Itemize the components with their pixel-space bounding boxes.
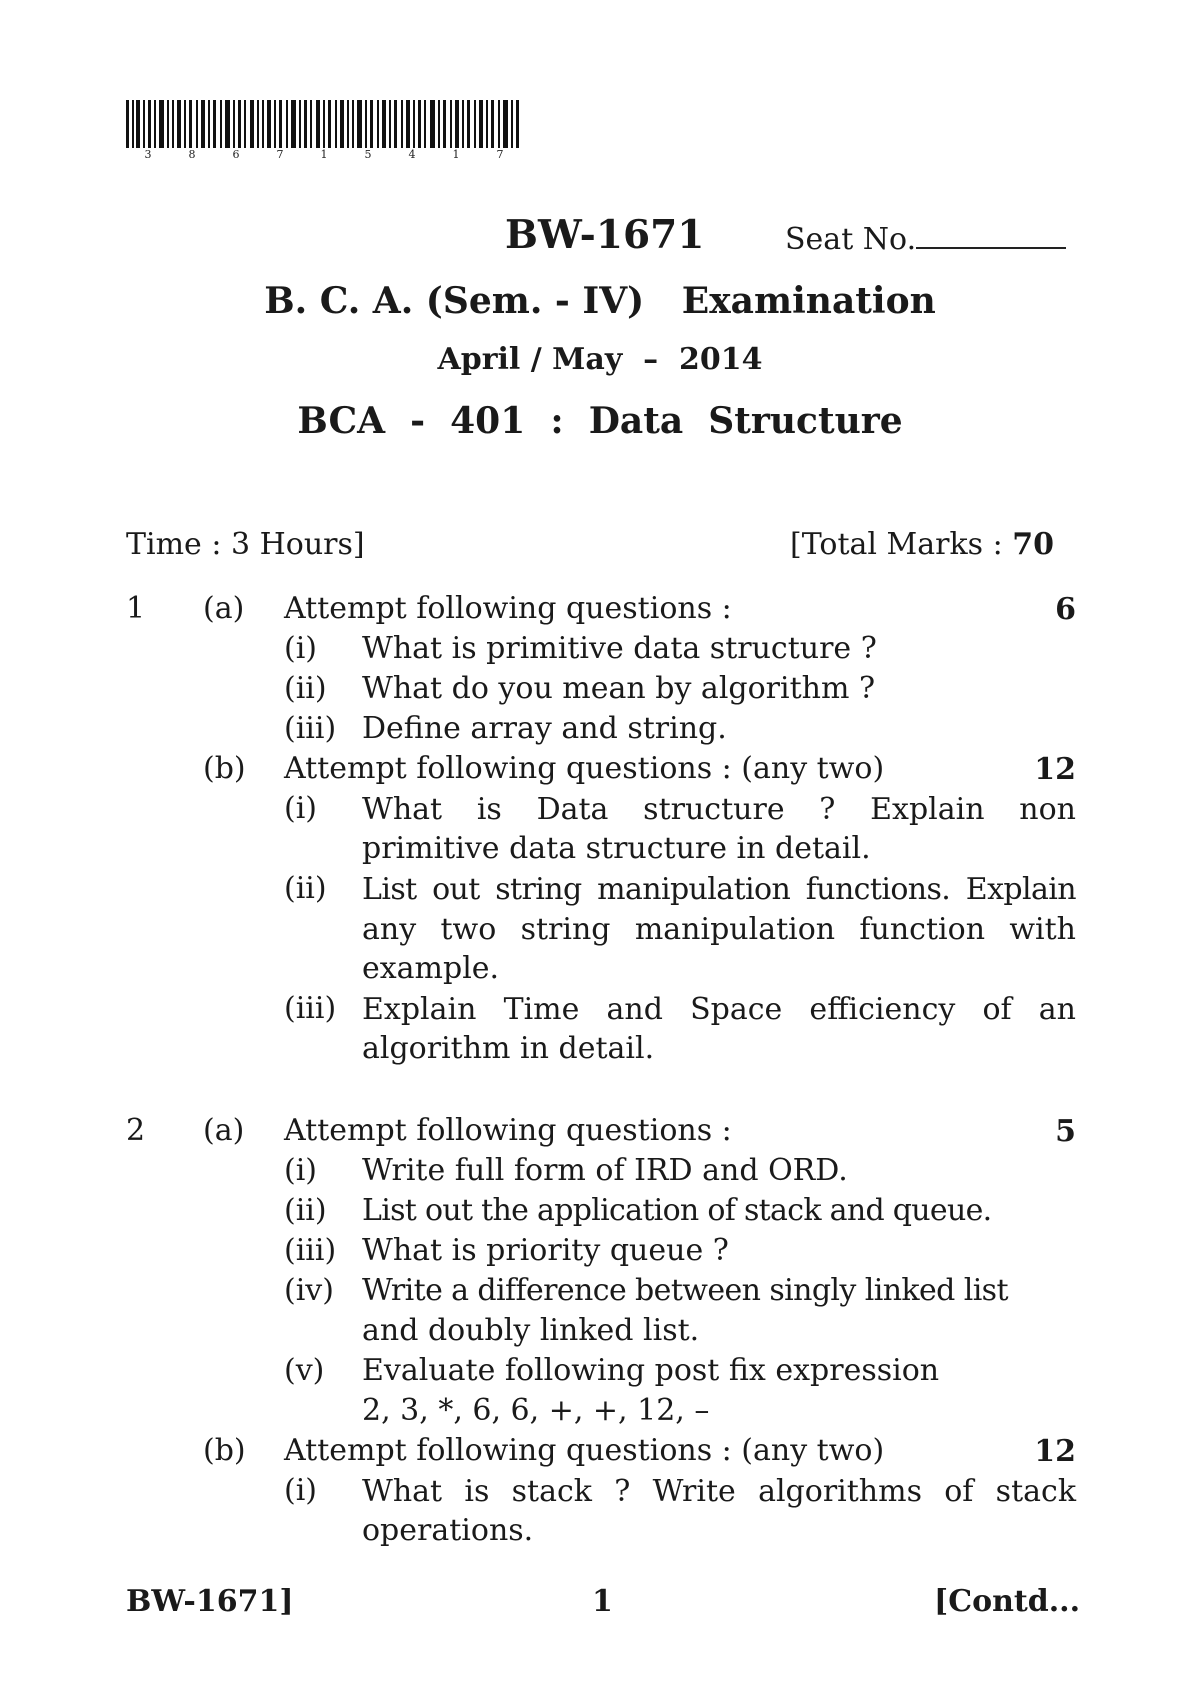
barcode-digit: 7: [276, 148, 284, 161]
question-number: 1: [126, 591, 146, 626]
subject-title: BCA - 401 : Data Structure: [297, 400, 903, 442]
item-text: Define array and string.: [362, 711, 727, 746]
barcode-digit: 5: [364, 148, 372, 161]
barcode: [126, 100, 522, 148]
item-text: any two string manipulation function with: [362, 912, 1076, 947]
footer-code: BW-1671]: [126, 1584, 294, 1619]
item-number: (ii): [284, 871, 327, 906]
item-number: (iii): [284, 991, 337, 1026]
item-number: (iii): [284, 1233, 337, 1268]
part-instruction: Attempt following questions : (any two): [284, 1433, 885, 1468]
item-number: (ii): [284, 1193, 327, 1228]
postfix-expression: 2, 3, *, 6, 6, +, +, 12, –: [362, 1393, 710, 1428]
part-marks: 12: [1034, 1434, 1076, 1469]
part-label: (b): [203, 1433, 246, 1468]
barcode-digit: 3: [144, 148, 152, 161]
barcode-digit: 4: [408, 148, 416, 161]
item-text: List out the application of stack and queue.: [362, 1193, 992, 1228]
total-marks-value: 70: [1012, 527, 1054, 562]
item-text: What is Data structure ? Explain non: [362, 792, 1076, 827]
item-number: (i): [284, 631, 318, 666]
continued-label: [Contd...: [934, 1584, 1081, 1619]
part-label: (a): [203, 591, 245, 626]
part-instruction: Attempt following questions :: [284, 591, 732, 626]
question-number: 2: [126, 1113, 146, 1148]
item-text: operations.: [362, 1513, 534, 1548]
item-text: Evaluate following post fix expression: [362, 1353, 940, 1388]
item-text: What do you mean by algorithm ?: [362, 671, 876, 706]
item-text: Write a difference between singly linked list: [362, 1273, 1008, 1308]
barcode-digit: 6: [232, 148, 240, 161]
item-text: What is primitive data structure ?: [362, 631, 877, 666]
item-number: (iii): [284, 711, 337, 746]
part-instruction: Attempt following questions :: [284, 1113, 732, 1148]
item-text: algorithm in detail.: [362, 1031, 655, 1066]
item-text: and doubly linked list.: [362, 1313, 700, 1348]
item-number: (iv): [284, 1273, 334, 1308]
item-text: example.: [362, 951, 500, 986]
total-marks-label: [Total Marks :: [790, 527, 1003, 562]
item-text: What is stack ? Write algorithms of stack: [362, 1474, 1076, 1509]
item-text: What is priority queue ?: [362, 1233, 729, 1268]
seat-number: [785, 222, 1066, 257]
paper-code: BW-1671: [505, 212, 705, 258]
part-marks: 12: [1034, 752, 1076, 787]
barcode-digit: 8: [188, 148, 196, 161]
item-number: (ii): [284, 671, 327, 706]
part-label: (b): [203, 751, 246, 786]
seat-blank: [916, 247, 1066, 249]
item-number: (i): [284, 1473, 318, 1508]
total-marks: [790, 528, 1054, 562]
exam-title: B. C. A. (Sem. - IV) Examination: [264, 280, 936, 322]
part-instruction: Attempt following questions : (any two): [284, 751, 885, 786]
item-text: Explain Time and Space efficiency of an: [362, 992, 1076, 1027]
item-text: primitive data structure in detail.: [362, 831, 871, 866]
part-marks: 6: [1055, 592, 1076, 627]
part-marks: 5: [1055, 1114, 1076, 1149]
seat-label: Seat No.: [785, 222, 917, 257]
item-number: (v): [284, 1353, 325, 1388]
barcode-digit: 1: [452, 148, 460, 161]
barcode-digit: 7: [496, 148, 504, 161]
time-allowed: Time : 3 Hours]: [126, 527, 365, 562]
part-label: (a): [203, 1113, 245, 1148]
barcode-digits: [126, 148, 522, 161]
item-number: (i): [284, 1153, 318, 1188]
item-number: (i): [284, 791, 318, 826]
exam-session: April / May – 2014: [437, 342, 763, 377]
barcode-digit: 1: [320, 148, 328, 161]
page-number: 1: [592, 1584, 613, 1619]
item-text: List out string manipulation functions. Explain: [362, 872, 1076, 907]
item-text: Write full form of IRD and ORD.: [362, 1153, 848, 1188]
